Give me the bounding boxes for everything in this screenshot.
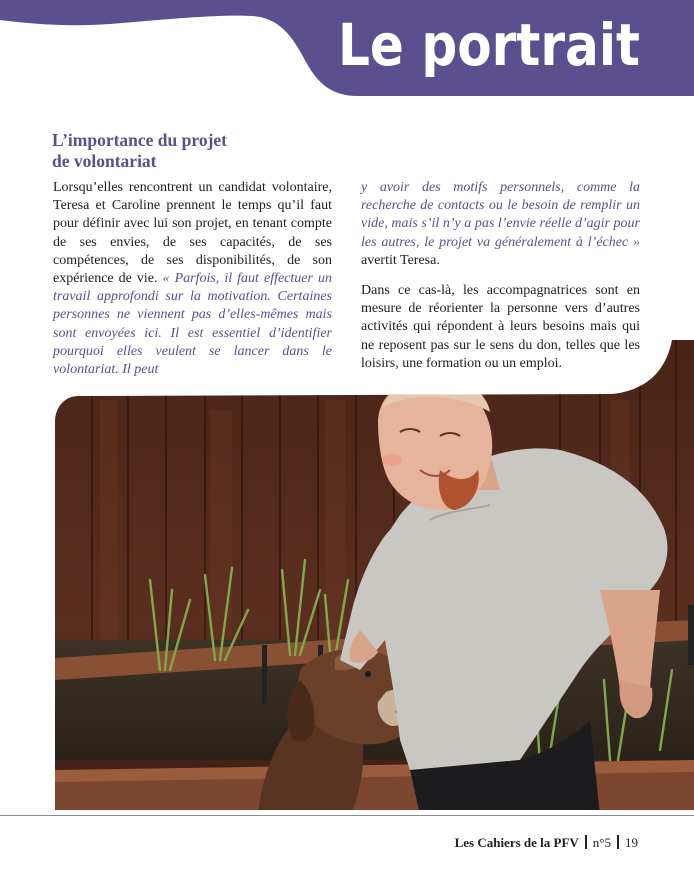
quote-part-1: « Parfois, il faut effectuer un travail approfondi sur la motivation. Certaines personnes ne viennent pas d’elles-mêmes mais sont envoyées ici. Il est essentiel d’identifier pourquoi elles veulent se lancer dans le volontariat. Il peut [53, 271, 332, 378]
photo-man-with-dog [0, 340, 694, 820]
paragraph-1-text: Lorsqu’elles rencontrent un candidat volontaire, Teresa et Caroline prennent le temps qu’il faut pour définir avec lui son projet, en tenant compte de ses envies, de ses capacités, de ses compétences, de ses disponibilités, de son expérience de vie. [53, 180, 332, 287]
page-footer [455, 835, 638, 851]
header-band [0, 0, 694, 100]
footer-separator [617, 835, 619, 849]
issue-number: n°5 [592, 835, 611, 850]
page-number: 19 [625, 835, 638, 850]
paragraph-2: Dans ce cas-là, les accompagnatrices sont en mesure de réorienter la personne vers d’autres activités qui répondent à leurs besoins mais qui ne reposent pas sur le sens du don, telles que les loisirs, une formation ou un emploi. [361, 283, 640, 371]
footer-divider [0, 815, 694, 816]
paragraph-1-continued [361, 179, 640, 270]
quote-part-2: y avoir des motifs personnels, comme la recherche de contacts ou le besoin de remplir un vide, mais s’il n’y a pas l’envie réelle d’agir pour les autres, le projet va généralement à l’échec » [361, 180, 640, 250]
section-title-line1: L’importance du projet [52, 130, 227, 150]
section-title-line2: de volontariat [52, 151, 157, 171]
header-title: Le portrait [338, 11, 640, 79]
footer-separator [585, 835, 587, 849]
section-title [52, 130, 342, 172]
publication-name: Les Cahiers de la PFV [454, 835, 579, 850]
quote-attribution: avertit Teresa. [361, 252, 440, 268]
